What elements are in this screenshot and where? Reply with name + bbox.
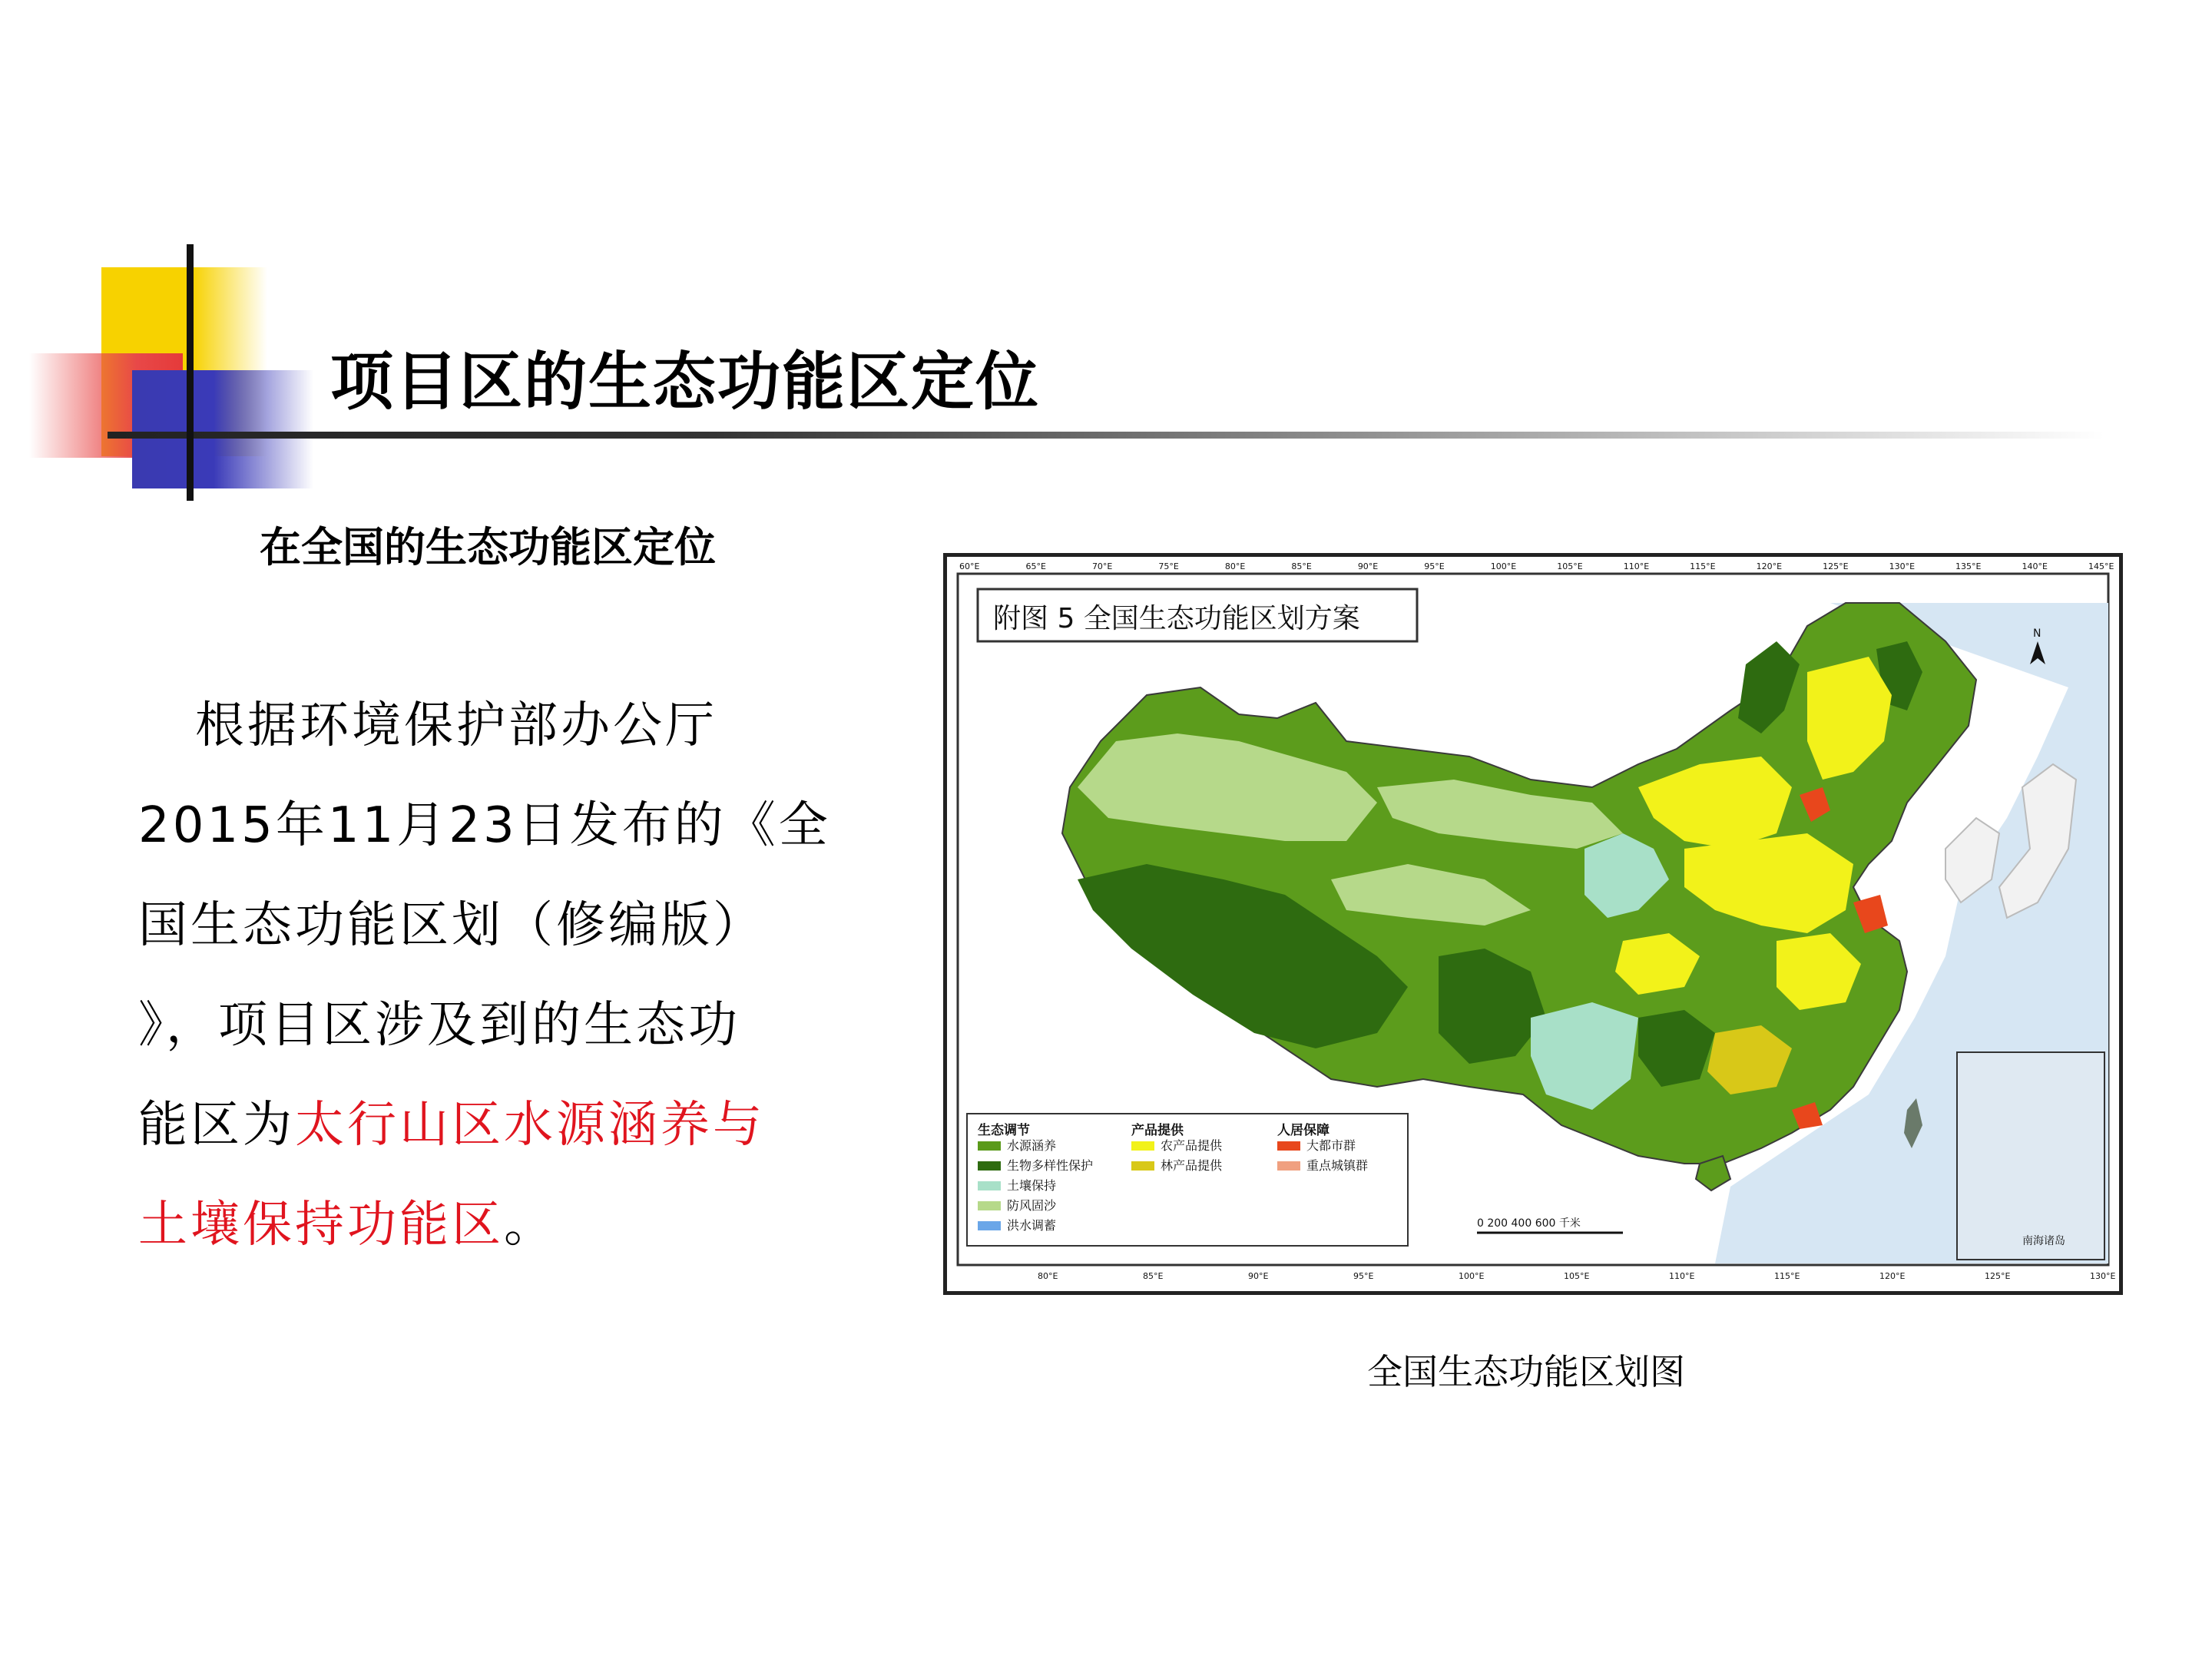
longitude-tick-label: 100°E bbox=[1490, 561, 1517, 571]
legend-swatch bbox=[1131, 1141, 1154, 1151]
legend-swatch bbox=[1131, 1161, 1154, 1171]
north-arrow-label: N bbox=[2033, 628, 2041, 640]
bottom-longitude-ticks bbox=[1038, 1271, 2115, 1281]
legend-item-label: 重点城镇群 bbox=[1306, 1158, 1369, 1173]
longitude-tick-label: 70°E bbox=[1091, 561, 1113, 571]
body-line: 根据环境保护部办公厅 bbox=[195, 697, 717, 754]
map-title: 附图 5 全国生态功能区划方案 bbox=[993, 603, 1360, 634]
legend-swatch bbox=[978, 1161, 1001, 1171]
body-line bbox=[138, 1075, 845, 1175]
longitude-tick-label: 90°E bbox=[1248, 1271, 1269, 1281]
legend-group-title: 生态调节 bbox=[978, 1123, 1030, 1138]
longitude-tick-label: 75°E bbox=[1158, 561, 1179, 571]
longitude-tick-label: 110°E bbox=[1623, 561, 1650, 571]
longitude-tick-label: 115°E bbox=[1774, 1271, 1800, 1281]
longitude-tick-label: 65°E bbox=[1025, 561, 1046, 571]
legend-item-label: 防风固沙 bbox=[1007, 1198, 1057, 1213]
slide-subtitle: 在全国的生态功能区定位 bbox=[260, 523, 716, 571]
legend-group-title: 产品提供 bbox=[1131, 1123, 1184, 1138]
ecological-zoning-map bbox=[943, 553, 2123, 1295]
longitude-tick-label: 120°E bbox=[1879, 1271, 1906, 1281]
longitude-tick-label: 110°E bbox=[1669, 1271, 1695, 1281]
longitude-tick-label: 85°E bbox=[1143, 1271, 1164, 1281]
legend-item-label: 水源涵养 bbox=[1007, 1138, 1057, 1153]
scale-bar-label: 0 200 400 600 千米 bbox=[1477, 1217, 1581, 1230]
legend-item-label: 洪水调蓄 bbox=[1007, 1218, 1057, 1233]
body-line: 国生态功能区划（修编版） bbox=[138, 897, 765, 954]
body-line: 2015年11月23日发布的《全 bbox=[138, 797, 831, 854]
highlighted-zone-name: 太行山区水源涵养与 bbox=[295, 1097, 765, 1154]
longitude-tick-label: 105°E bbox=[1557, 561, 1583, 571]
longitude-tick-label: 135°E bbox=[1955, 561, 1982, 571]
longitude-tick-label: 145°E bbox=[2088, 561, 2114, 571]
legend-swatch bbox=[1277, 1161, 1300, 1171]
legend-item-label: 土壤保持 bbox=[1007, 1178, 1057, 1193]
legend-swatch bbox=[978, 1221, 1001, 1230]
longitude-tick-label: 80°E bbox=[1224, 561, 1246, 571]
longitude-tick-label: 130°E bbox=[1889, 561, 1916, 571]
legend-swatch bbox=[978, 1201, 1001, 1210]
longitude-tick-label: 60°E bbox=[959, 561, 980, 571]
longitude-tick-label: 105°E bbox=[1564, 1271, 1590, 1281]
longitude-tick-label: 120°E bbox=[1756, 561, 1783, 571]
top-longitude-ticks bbox=[959, 561, 2114, 571]
body-text bbox=[138, 676, 845, 1275]
longitude-tick-label: 125°E bbox=[1985, 1271, 2011, 1281]
map-caption: 全国生态功能区划图 bbox=[1367, 1351, 1685, 1392]
deco-blue-square bbox=[132, 370, 313, 488]
legend-item-label: 林产品提供 bbox=[1161, 1158, 1223, 1173]
body-line bbox=[138, 1175, 845, 1275]
body-line: 》，项目区涉及到的生态功 bbox=[138, 997, 740, 1054]
longitude-tick-label: 95°E bbox=[1424, 561, 1445, 571]
legend-swatch bbox=[978, 1141, 1001, 1151]
body-text-plain: 能区为 bbox=[138, 1097, 295, 1154]
slide-title: 项目区的生态功能区定位 bbox=[330, 346, 1041, 419]
highlighted-zone-name: 土壤保持功能区 bbox=[138, 1197, 504, 1253]
body-text-plain: 。 bbox=[504, 1197, 556, 1253]
longitude-tick-label: 115°E bbox=[1690, 561, 1716, 571]
longitude-tick-label: 125°E bbox=[1823, 561, 1849, 571]
legend-swatch bbox=[978, 1181, 1001, 1190]
longitude-tick-label: 80°E bbox=[1038, 1271, 1058, 1281]
longitude-tick-label: 140°E bbox=[2022, 561, 2048, 571]
deco-vertical-rule bbox=[187, 244, 194, 501]
legend-item-label: 农产品提供 bbox=[1161, 1138, 1223, 1153]
legend-item-label: 生物多样性保护 bbox=[1007, 1158, 1094, 1173]
longitude-tick-label: 130°E bbox=[2090, 1271, 2116, 1281]
longitude-tick-label: 100°E bbox=[1459, 1271, 1485, 1281]
longitude-tick-label: 90°E bbox=[1357, 561, 1379, 571]
legend-group-title: 人居保障 bbox=[1277, 1123, 1330, 1138]
longitude-tick-label: 85°E bbox=[1291, 561, 1312, 571]
inset-label: 南海诸岛 bbox=[2022, 1235, 2065, 1247]
longitude-tick-label: 95°E bbox=[1353, 1271, 1374, 1281]
legend-item-label: 大都市群 bbox=[1306, 1138, 1356, 1153]
deco-horizontal-rule bbox=[108, 432, 2104, 439]
legend-swatch bbox=[1277, 1141, 1300, 1151]
